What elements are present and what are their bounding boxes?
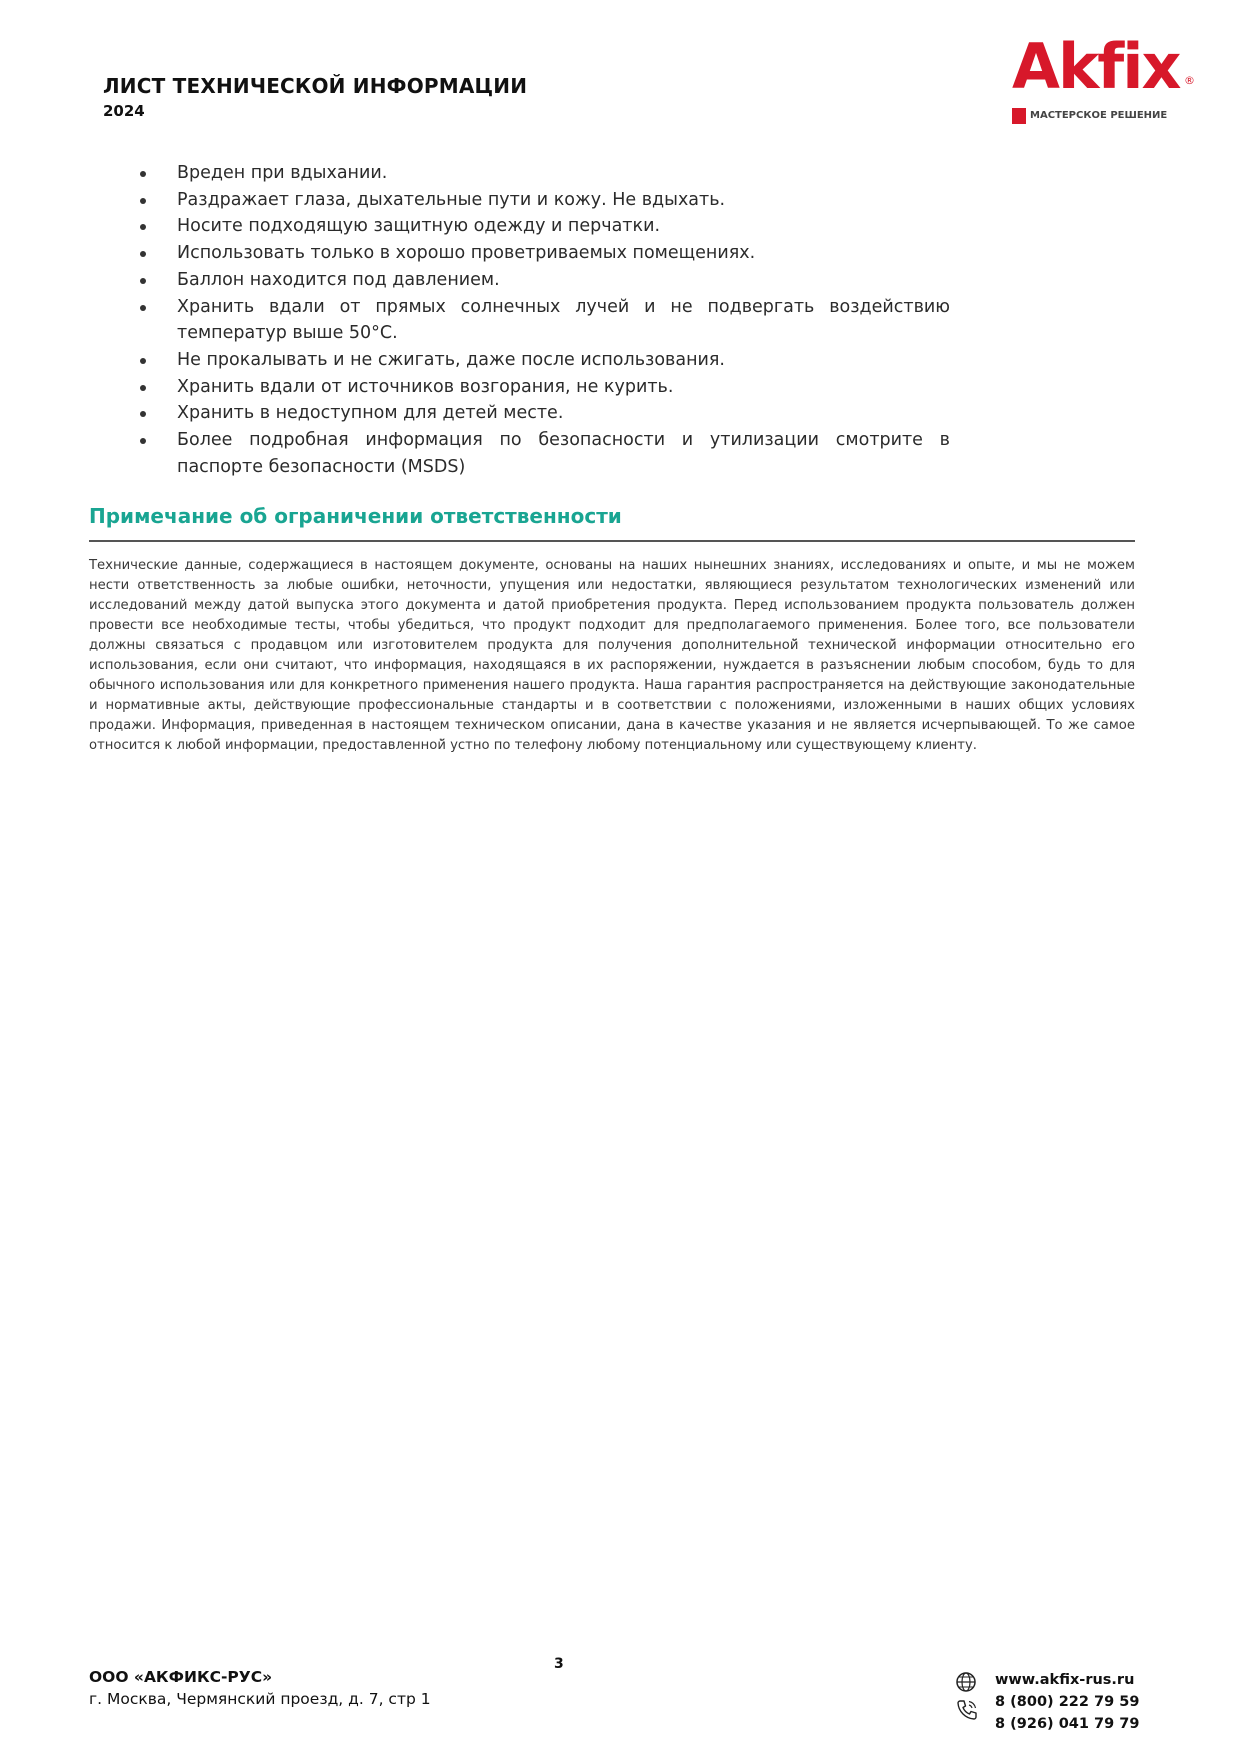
bullet-icon [140,198,146,204]
list-item: Хранить вдали от источников возгорания, не курить. [140,374,950,401]
list-item: Вреден при вдыхании. [140,160,950,187]
disclaimer-text: Технические данные, содержащиеся в настоящем документе, основаны на наших нынешних знаниях, исследованиях и опыте, и мы не можем нести ответственность за любые ошибки, неточности, упущения или недостатки, являющиеся результатом технологических изменений или исследований между датой выпуска этого документа и датой̆ приобретения продукта. Перед использованием продукта пользователь должен провести все необходимые тесты, чтобы убедиться, что продукт подходит для предполагаемого применения. Более того, все пользователи должны связаться с продавцом или изготовителем продукта для получения дополнительной̆ технической̆ информации относительно его использования, если они считают, что информация, находящаяся в их распоряжении, нуждается в разъяснении любым способом, будь то для обычного использования или для конкретного применения нашего продукта. Наша гарантия распространяется на действующие законодательные и нормативные акты, действующие профессиональные стандарты и в соответствии с положениями, изложенными в наших общих условиях продажи. Информация, приведенная в настоящем техническом описании, дана в качестве указания и не является исчерпывающей̆. То же самое относится к любой̆ информации, предоставленной̆ устно по телефону любому потенциальному или существующему клиенту. [89,558,1135,753]
footer-phone-2[interactable]: 8 (926) 041 79 79 [995,1716,1140,1732]
bullet-icon [140,438,146,444]
list-item: Хранить в недоступном для детей месте. [140,400,950,427]
phone-icon [955,1698,979,1722]
section-divider [89,540,1135,542]
bullet-icon [140,411,146,417]
bullet-icon [140,358,146,364]
list-item: Носите подходящую защитную одежду и перчатки. [140,213,950,240]
bullet-icon [140,385,146,391]
bullet-icon [140,305,146,311]
list-item: Более подробная информация по безопасности и утилизации смотрите в паспорте безопасности (MSDS) [140,427,950,480]
footer-website[interactable]: www.akfix-rus.ru [995,1672,1135,1688]
bullet-icon [140,251,146,257]
list-item: Баллон находится под давлением. [140,267,950,294]
globe-icon [955,1671,977,1693]
disclaimer-heading: Примечание об ограничении ответственности [89,504,622,528]
bullet-icon [140,171,146,177]
footer-company: ООО «АКФИКС-РУС» [89,1668,273,1686]
list-item: Хранить вдали от прямых солнечных лучей и не подвергать воздействию температур выше 50°C. [140,294,950,347]
safety-list [140,160,950,480]
list-item: Использовать только в хорошо проветриваемых помещениях. [140,240,950,267]
logo-brand: Akfix [1012,30,1180,103]
footer-address: г. Москва, Чермянский проезд, д. 7, стр 1 [89,1690,431,1708]
logo-slogan: МАСТЕРСКОЕ РЕШЕНИЕ [1030,110,1168,121]
bullet-icon [140,224,146,230]
list-item: Не прокалывать и не сжигать, даже после использования. [140,347,950,374]
footer-phone-1[interactable]: 8 (800) 222 79 59 [995,1694,1140,1710]
bullet-icon [140,278,146,284]
logo-registered-mark: ® [1184,74,1195,87]
document-year: 2024 [103,102,145,120]
akfix-logo [1012,30,1198,128]
list-item: Раздражает глаза, дыхательные пути и кожу. Не вдыхать. [140,187,950,214]
document-title: ЛИСТ ТЕХНИЧЕСКОЙ ИНФОРМАЦИИ [103,74,528,98]
page-number: 3 [554,1656,564,1672]
